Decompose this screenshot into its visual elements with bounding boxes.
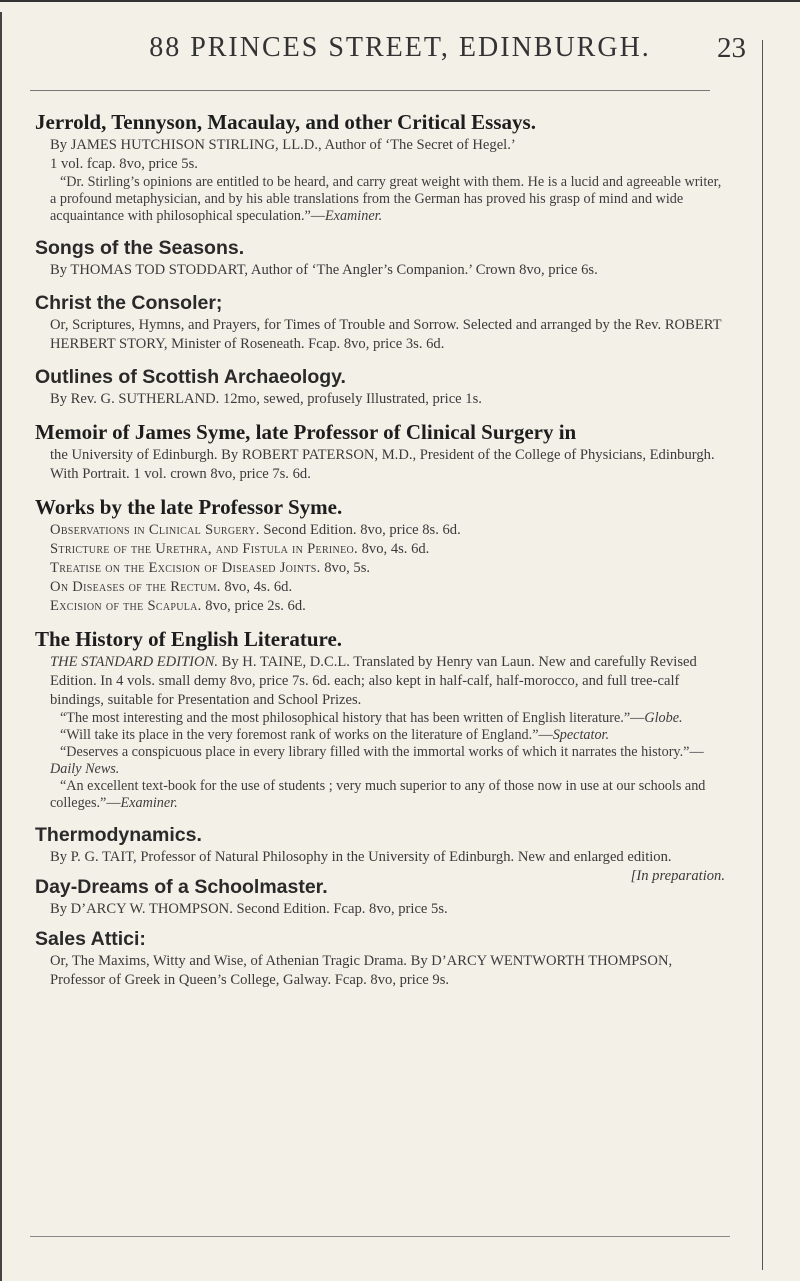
entry-description: By Rev. G. SUTHERLAND. 12mo, sewed, profusely Illustrated, price 1s.: [50, 391, 482, 407]
page-number: 23: [717, 32, 746, 64]
work-info: 8vo, price 2s. 6d.: [205, 598, 306, 614]
entry-scottish-archaeology: [35, 364, 725, 409]
top-border: [0, 0, 800, 2]
edition-label: THE STANDARD EDITION.: [50, 654, 218, 670]
review-quote: “Will take its place in the very foremost rank of works on the literature of England.”—Spectator.: [60, 727, 610, 743]
entry-byline: By JAMES HUTCHISON STIRLING, LL.D., Author of ‘The Secret of Hegel.’: [50, 137, 516, 153]
entry-description: By P. G. TAIT, Professor of Natural Philosophy in the University of Edinburgh. New and enlarged edition. [In preparation.: [50, 849, 725, 884]
work-title: Observations in Clinical Surgery.: [50, 522, 260, 538]
work-item: [35, 597, 725, 616]
entry-description: THE STANDARD EDITION. By H. TAINE, D.C.L. Translated by Henry van Laun. New and carefully Revised Edition. In 4 vols. small demy 8vo, price 7s. 6d. each; also kept in half-calf, half-morocco, and full tree-calf bindings, suitable for Presentation and School Prizes.: [50, 654, 697, 708]
work-title: Stricture of the Urethra, and Fistula in Perineo.: [50, 541, 358, 557]
entry-memoir-syme: [35, 419, 725, 484]
running-title: 88 PRINCES STREET, EDINBURGH.: [149, 32, 651, 63]
left-border: [0, 12, 2, 1281]
work-info: 8vo, 4s. 6d.: [361, 541, 430, 557]
entry-sales-attici: [35, 926, 725, 990]
entry-description: Or, The Maxims, Witty and Wise, of Athenian Tragic Drama. By D’ARCY WENTWORTH THOMPSON, Professor of Greek in Queen’s College, Galway. Fcap. 8vo, price 9s.: [50, 953, 673, 988]
work-title: On Diseases of the Rectum.: [50, 579, 221, 595]
entry-title: Jerrold, Tennyson, Macaulay, and other Critical Essays.: [35, 110, 536, 134]
entry-christ-the-consoler: [35, 290, 725, 354]
entry-title: Works by the late Professor Syme.: [35, 495, 343, 519]
quote-source: Examiner.: [325, 208, 383, 224]
work-info: Second Edition. 8vo, price 8s. 6d.: [263, 522, 461, 538]
review-quote: “Dr. Stirling’s opinions are entitled to be heard, and carry great weight with them. He is a lucid and agreeable writer, a profound metaphysician, and by his able translations from the German has proved his grasp of mind and wide acquaintance with philosophical speculation.”—Examiner.: [50, 174, 722, 224]
work-item: [35, 578, 725, 597]
header-divider: [30, 90, 710, 91]
work-title: Treatise on the Excision of Diseased Joints.: [50, 560, 321, 576]
page-header: [0, 16, 800, 86]
catalogue-list: [35, 109, 725, 990]
entry-history-english-literature: [35, 626, 725, 812]
work-info: 8vo, 5s.: [324, 560, 371, 576]
quote-source: Daily News.: [50, 761, 120, 777]
entry-title: Memoir of James Syme, late Professor of Clinical Surgery in: [35, 420, 577, 444]
entry-details: 1 vol. fcap. 8vo, price 5s.: [50, 156, 198, 172]
work-info: 8vo, 4s. 6d.: [224, 579, 293, 595]
entry-title: Day-Dreams of a Schoolmaster.: [35, 876, 328, 898]
review-quote: “An excellent text-book for the use of students ; very much superior to any of those now in use at our schools and colleges.”—Examiner.: [50, 778, 706, 811]
entry-works-syme: [35, 494, 725, 616]
entry-description: Or, Scriptures, Hymns, and Prayers, for Times of Trouble and Sorrow. Selected and arranged by the Rev. ROBERT HERBERT STORY, Minister of Roseneath. Fcap. 8vo, price 3s. 6d.: [50, 317, 722, 352]
work-item: [35, 559, 725, 578]
entry-title: Sales Attici:: [35, 928, 146, 950]
entry-title: Outlines of Scottish Archaeology.: [35, 366, 346, 388]
entry-description: By D’ARCY W. THOMPSON. Second Edition. Fcap. 8vo, price 5s.: [50, 901, 448, 917]
review-quote: “Deserves a conspicuous place in every library filled with the immortal works of which it narrates the history.”—Daily News.: [50, 744, 704, 777]
entry-thermodynamics: [35, 822, 725, 884]
quote-source: Examiner.: [120, 795, 178, 811]
entry-songs-of-seasons: [35, 235, 725, 280]
review-quote: “The most interesting and the most philosophical history that has been written of English literature.”—Globe.: [60, 710, 683, 726]
entry-title: Songs of the Seasons.: [35, 237, 245, 259]
footer-divider: [30, 1236, 730, 1237]
entry-description: the University of Edinburgh. By ROBERT PATERSON, M.D., President of the College of Physicians, Edinburgh. With Portrait. 1 vol. crown 8vo, price 7s. 6d.: [50, 447, 715, 482]
right-border: [762, 40, 763, 1270]
status-note: [In preparation.: [630, 868, 725, 884]
quote-source: Globe.: [644, 710, 683, 726]
entry-critical-essays: [35, 109, 725, 225]
work-item: [35, 540, 725, 559]
work-item: [35, 521, 725, 540]
entry-title: Thermodynamics.: [35, 824, 202, 846]
entry-day-dreams: [35, 874, 725, 919]
author-name: JAMES HUTCHISON STIRLING, LL.D.: [70, 137, 318, 153]
work-title: Excision of the Scapula.: [50, 598, 202, 614]
entry-description: By THOMAS TOD STODDART, Author of ‘The Angler’s Companion.’ Crown 8vo, price 6s.: [50, 262, 598, 278]
entry-title: Christ the Consoler;: [35, 292, 223, 314]
entry-title: The History of English Literature.: [35, 627, 343, 651]
quote-source: Spectator.: [552, 727, 610, 743]
